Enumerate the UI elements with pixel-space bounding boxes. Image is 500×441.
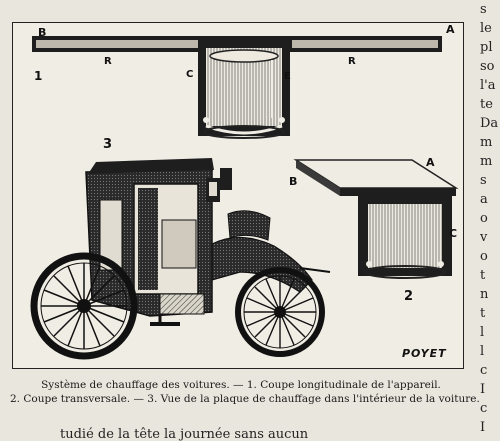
caption-line-2: 2. Coupe transversale. — 3. Vue de la plaque de chauffage dans l'intérieur de la voiture.	[10, 393, 480, 405]
margin-fragment: l	[480, 325, 485, 340]
fig1-label-r-left: R	[104, 56, 112, 67]
fig1-label-r-right: R	[348, 56, 356, 67]
margin-fragment: l'a	[480, 78, 496, 93]
fig3-number: 3	[103, 137, 113, 152]
margin-fragment: c	[480, 363, 488, 378]
margin-fragment: pl	[480, 40, 493, 55]
margin-fragment: t	[480, 306, 486, 321]
margin-fragment: n	[480, 287, 489, 302]
margin-fragment: te	[480, 97, 493, 112]
margin-fragment: c	[480, 401, 488, 416]
figure-2-transverse-section	[296, 160, 456, 278]
fig1-label-b: B	[38, 26, 47, 39]
caption-line-1: Système de chauffage des voitures. — 1. Coupe longitudinale de l'appareil.	[41, 379, 441, 391]
margin-fragment: l	[480, 344, 485, 359]
fig2-label-c: C	[449, 227, 458, 240]
margin-fragment: s	[480, 173, 487, 188]
margin-fragment: v	[480, 230, 488, 245]
margin-fragment: Da	[480, 116, 499, 131]
fig1-label-e: E	[284, 71, 291, 82]
margin-fragment: o	[480, 211, 488, 226]
margin-fragment: I	[480, 420, 486, 435]
margin-fragment: a	[480, 192, 488, 207]
fig2-label-b: B	[289, 175, 298, 188]
fig1-number: 1	[34, 69, 43, 83]
fig1-label-a: A	[446, 23, 455, 36]
figure-caption	[10, 378, 480, 406]
margin-fragment: s	[480, 2, 487, 17]
figure-1-longitudinal-section	[32, 36, 442, 138]
cut-text-bottom: tudié de la tête la journée sans aucun	[60, 427, 309, 441]
margin-fragment: t	[480, 268, 486, 283]
fig2-number: 2	[404, 289, 414, 304]
margin-fragment: so	[480, 59, 495, 74]
rear-wheel	[34, 256, 134, 356]
fig1-label-c: C	[186, 69, 194, 80]
front-wheel	[238, 270, 322, 354]
margin-fragment: I	[480, 382, 486, 397]
cut-column-text-right	[480, 0, 500, 441]
fig2-label-a: A	[426, 156, 435, 169]
margin-fragment: o	[480, 249, 488, 264]
figure-3-carriage-view	[34, 158, 330, 356]
artist-signature: POYET	[402, 347, 447, 360]
margin-fragment: m	[480, 135, 493, 150]
margin-fragment: le	[480, 21, 492, 36]
margin-fragment: m	[480, 154, 493, 169]
